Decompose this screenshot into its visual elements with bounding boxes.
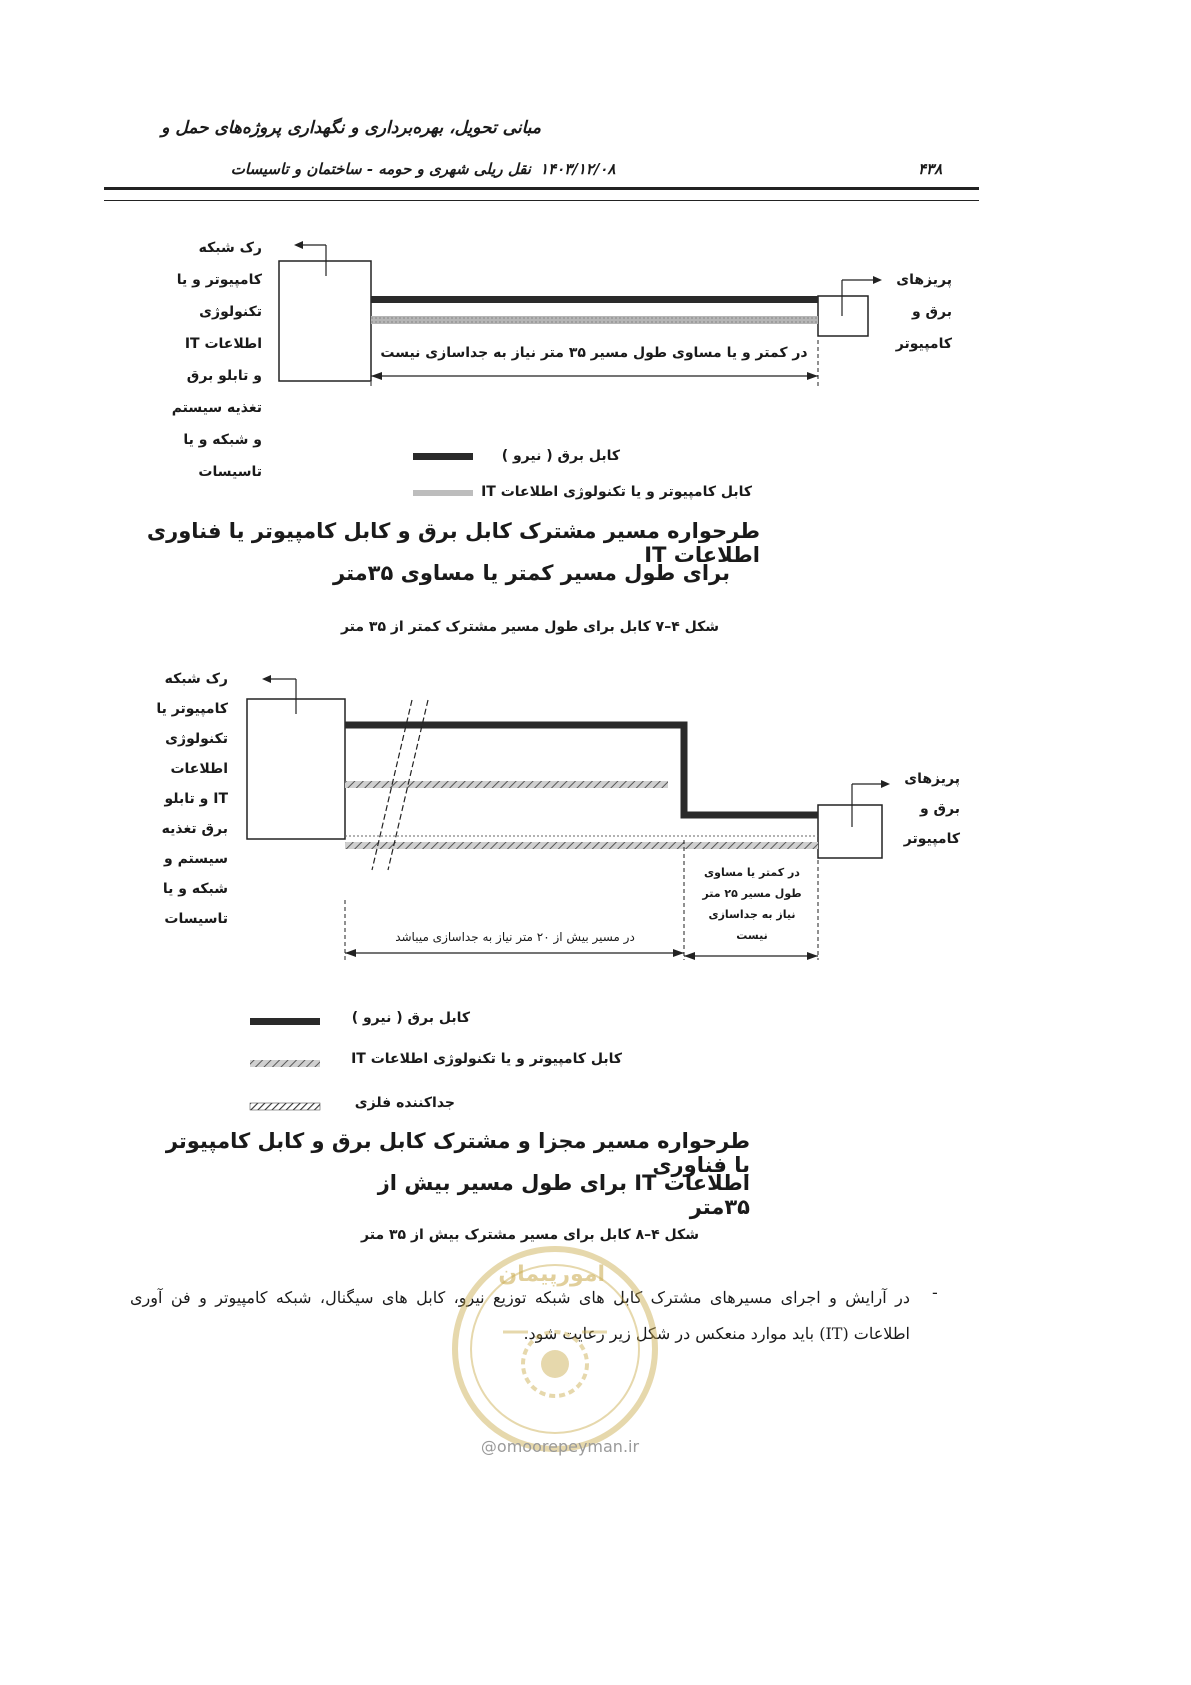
fig2-legend-separator: جداکننده فلزی [354,1095,455,1111]
header-title-line1: مبانی تحویل، بهره‌برداری و نگهداری پروژه‌های حمل و [161,118,541,138]
watermark-site-text: omoorepeyman.ir [496,1437,640,1456]
fig2-power-cable [345,725,818,815]
fig2-legend-it-swatch [250,1060,320,1067]
header-title-line2: نقل ریلی شهری و حومه - ساختمان و تاسیسات [230,160,531,178]
bullet-dash: - [932,1283,938,1302]
fig2-caption-line2: اطلاعات IT برای طول مسیر بیش از ۳۵متر [377,1171,750,1219]
body-paragraph: در آرایش و اجرای مسیرهای مشترک کابل های شبکه توزیع نیرو، کابل های سیگنال، شبکه کامپیوتر و فن آوری اطلاعات (IT) باید موارد منعکس در شکل زیر رعایت شود. [130,1288,910,1343]
fig1-legend-power-swatch [413,453,473,460]
fig1-figure-caption: شکل ۴–۷ کابل برای طول مسیر مشترک کمتر از ۳۵ متر [340,619,720,635]
header-date: ۱۴۰۳/۱۲/۰۸ [540,160,616,178]
at-icon: @ [480,1437,497,1456]
fig2-legend-power-swatch [250,1018,320,1025]
fig1-caption-line1: طرحواره مسیر مشترک کابل برق و کابل کامپیوتر یا فناوری اطلاعات IT [146,519,760,567]
fig1-legend-it: کابل کامپیوتر و یا تکنولوژی اطلاعات IT [481,484,752,500]
watermark-brand: امورپیمان [498,1262,605,1287]
fig2-shared-cable [345,842,818,849]
fig1-it-cable [371,316,818,324]
fig1-right-label: پریزهای برق و کامپیوتر [895,272,952,352]
fig1-rack-box [279,261,371,381]
fig2-caption-line1: طرحواره مسیر مجزا و مشترک کابل برق و کابل کامپیوتر یا فناوری [165,1129,750,1177]
fig2-figure-caption: شکل ۴–۸ کابل برای مسیر مشترک بیش از ۳۵ متر [361,1227,699,1243]
fig1-legend-it-swatch [413,490,473,496]
fig2-long-span-text: در مسیر بیش از ۲۰ متر نیاز به جداسازی میباشد [395,930,635,944]
fig2-left-label: رک شبکه کامپیوتر یا تکنولوژی اطلاعات IT و تابلو برق تغذیه سیستم و شبکه و یا تاسیسات [156,671,228,927]
fig2-it-cable-upper [345,781,668,788]
fig1-left-label: رک شبکه کامپیوتر و یا تکنولوژی اطلاعات IT و تابلو برق تغذیه سیستم و شبکه و یا تاسیسات [171,240,262,480]
header-rule [104,187,979,201]
fig1-socket-box [818,296,868,336]
fig2-socket-box [818,805,882,858]
page-number: ۴۳۸ [918,160,943,178]
fig2-legend-separator-swatch [250,1103,320,1110]
fig1-span-text: در کمتر و یا مساوی طول مسیر ۳۵ متر نیاز به جداسازی نیست [380,345,808,361]
fig2-legend-power: کابل برق ( نیرو ) [351,1010,470,1026]
fig1-power-cable [371,296,818,303]
fig1-legend-power: کابل برق ( نیرو ) [501,448,620,464]
fig2-legend-it: کابل کامپیوتر و یا تکنولوژی اطلاعات IT [351,1051,622,1067]
fig2-short-span-text: در کمتر یا مساوی طول مسیر ۲۵ متر نیاز به جداسازی نیست [702,866,802,942]
fig2-right-label: پریزهای برق و کامپیوتر [903,771,960,847]
fig2-rack-box [247,699,345,839]
watermark-site [470,1437,650,1456]
fig1-caption-line2: برای طول مسیر کمتر یا مساوی ۳۵متر [333,561,730,585]
